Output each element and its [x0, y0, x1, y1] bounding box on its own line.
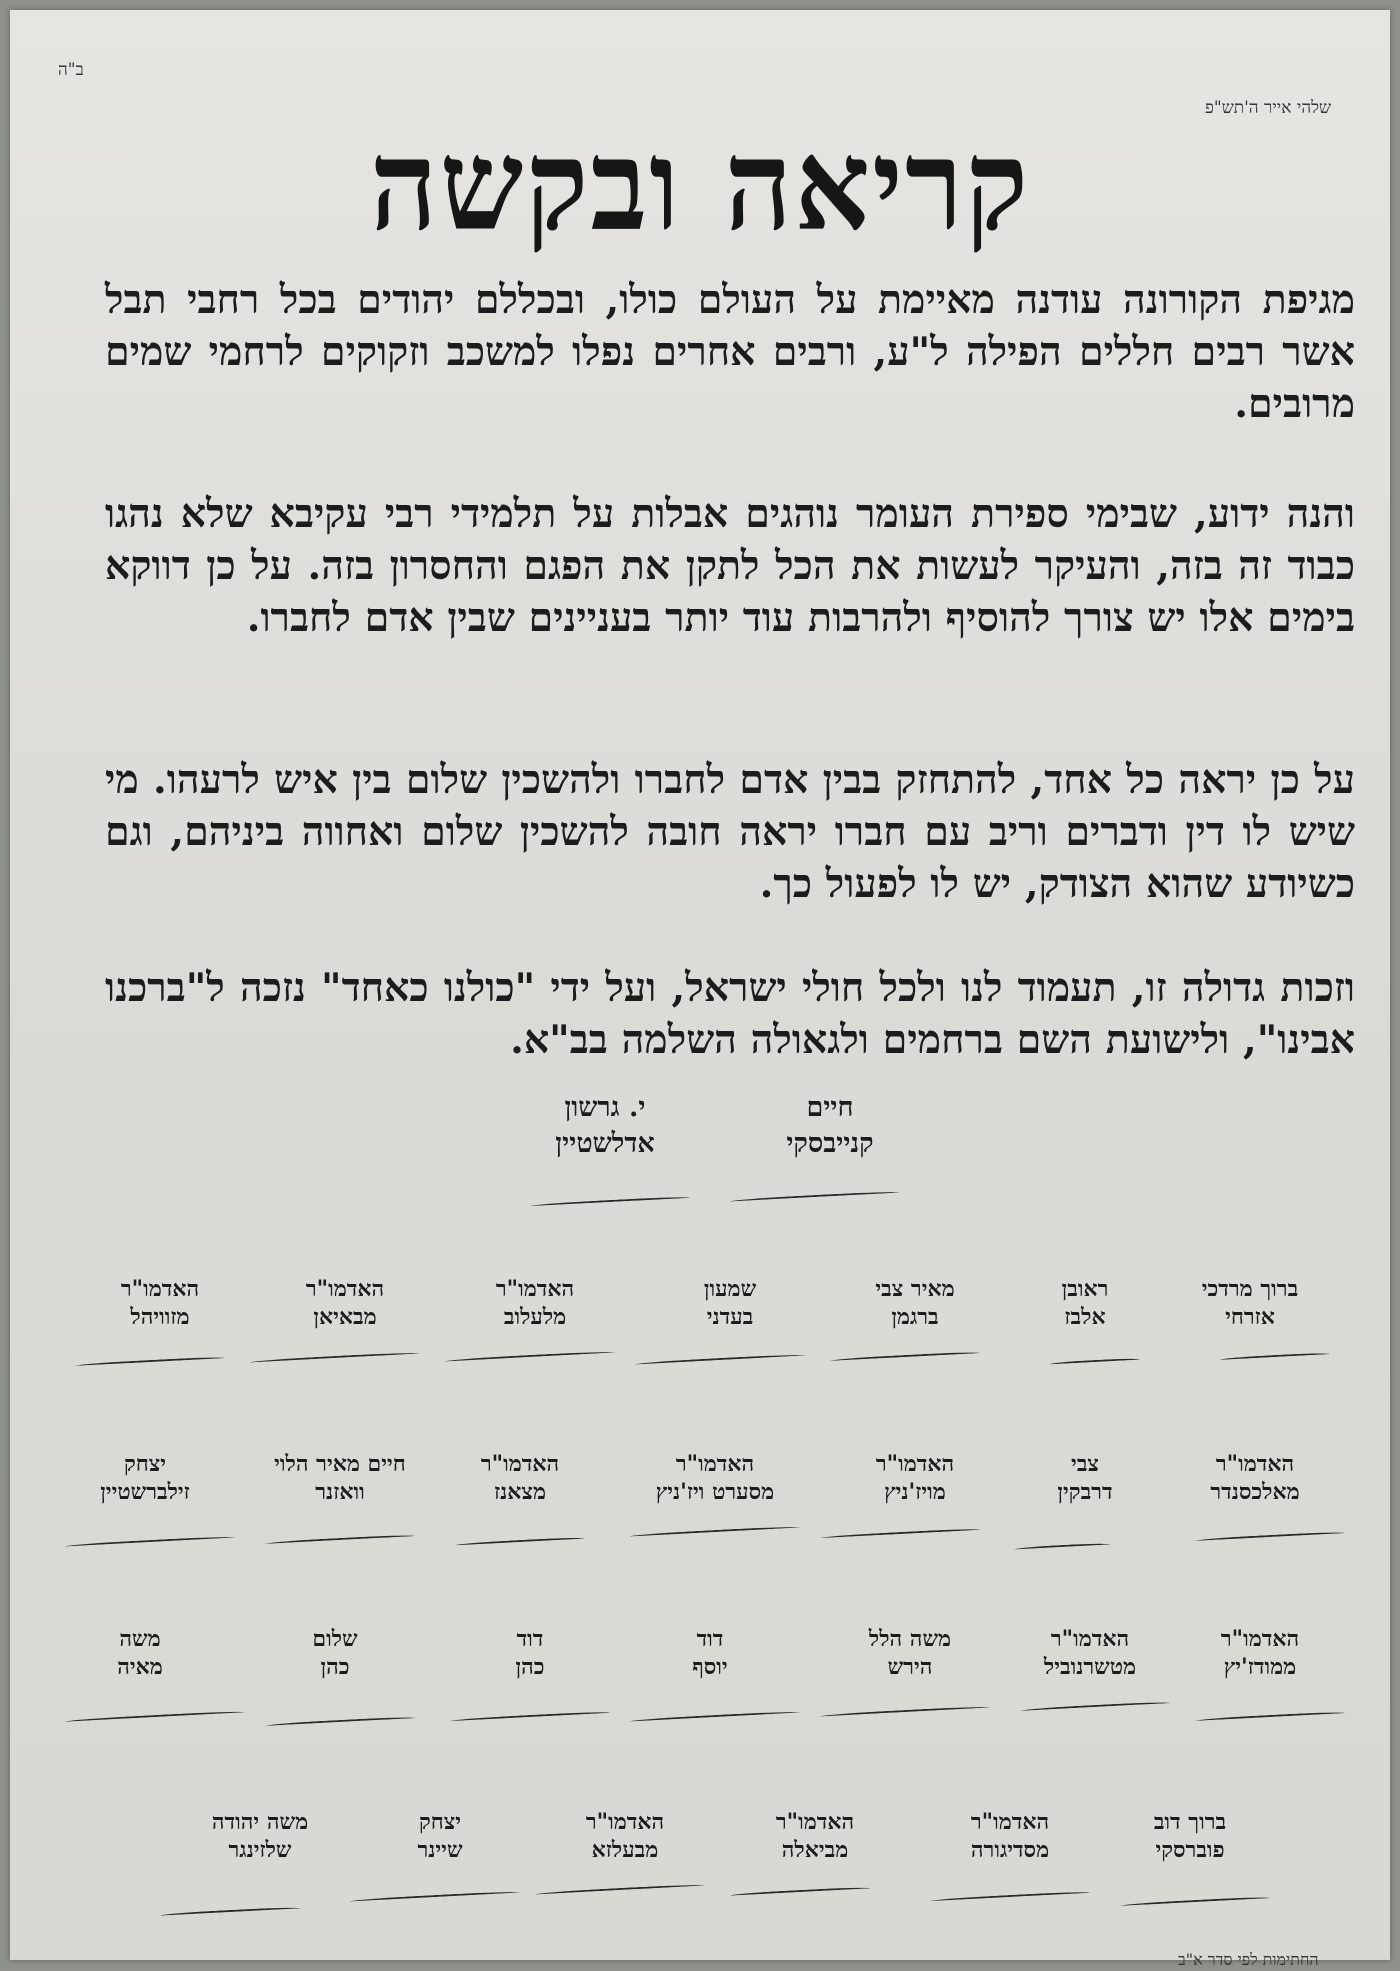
handwritten-signature — [820, 1706, 990, 1719]
signatory-name-line1: האדמו"ר — [480, 1451, 560, 1477]
signatory-name-line1: האדמו"ר — [775, 1809, 855, 1835]
signatory-name-line2: אלבז — [1064, 1304, 1106, 1330]
handwritten-signature — [1020, 1701, 1170, 1713]
signatory-name-line1: מאיר צבי — [875, 1276, 955, 1302]
bh-mark: ב"ה — [58, 60, 84, 80]
signatory — [1015, 1625, 1165, 1681]
handwritten-signature — [535, 1884, 705, 1897]
signatory-name-line2: מסערט ויז'ניץ — [655, 1479, 775, 1505]
signatory — [935, 1808, 1085, 1864]
signatory — [850, 1625, 970, 1681]
lead-signatory — [510, 1090, 700, 1162]
signatory-name-line1: יצחק — [418, 1809, 462, 1835]
signatory-name-line1: האדמו"ר — [1215, 1451, 1295, 1477]
signatory-name-line2: מצאנז — [494, 1479, 546, 1505]
handwritten-signature — [75, 1356, 225, 1368]
handwritten-signature — [450, 1711, 610, 1723]
handwritten-signature — [445, 1351, 615, 1364]
handwritten-signature — [1195, 1711, 1345, 1723]
signatory-name-line1: האדמו"ר — [120, 1276, 200, 1302]
signatory — [255, 1450, 425, 1506]
signatory — [1180, 1450, 1330, 1506]
handwritten-signature — [930, 1891, 1090, 1903]
signatory-name-line2: בעדני — [706, 1304, 754, 1330]
signatory-name-line2: מויז'ניץ — [884, 1479, 946, 1505]
signatory-name-line2: הירש — [887, 1654, 933, 1680]
handwritten-signature — [160, 1906, 300, 1917]
handwritten-signature — [530, 1196, 690, 1208]
paragraph-4: וזכות גדולה זו, תעמוד לנו ולכל חולי ישראל, ועל ידי "כולנו כאחד" נזכה ל"ברכנו אבינו", ולישועת השם ברחמים ולגאולה השלמה בב"א. — [105, 965, 1355, 1063]
handwritten-signature — [830, 1351, 980, 1363]
signatory — [750, 1808, 880, 1864]
signatory — [850, 1275, 980, 1331]
signatory-name-line1: האדמו"ר — [1220, 1626, 1300, 1652]
signatory-name-line2: מזוויהל — [130, 1304, 190, 1330]
newspaper-page — [10, 10, 1390, 1969]
signatory-name-line1: שמעון — [703, 1276, 757, 1302]
signatory-name-line2: אדלשטיין — [555, 1128, 655, 1159]
signatory — [90, 1625, 190, 1681]
signatory — [665, 1275, 795, 1331]
handwritten-signature — [65, 1536, 235, 1549]
signatory-name-line1: יצחק — [123, 1451, 167, 1477]
signatory-name-line2: מטשרנוביל — [1043, 1654, 1137, 1680]
signatory — [460, 1450, 580, 1506]
signatory-name-line2: מסדיגורה — [970, 1837, 1050, 1863]
signatory — [285, 1625, 385, 1681]
signatory-name-line1: שלום — [312, 1626, 358, 1652]
signatory — [390, 1808, 490, 1864]
signatory-name-line1: האדמו"ר — [675, 1451, 755, 1477]
handwritten-signature — [455, 1537, 585, 1548]
signatory-name-line2: יוסף — [692, 1654, 728, 1680]
date-line: שלהי אייר ה'תש"פ — [1205, 98, 1332, 118]
signatory-name-line1: האדמו"ר — [585, 1809, 665, 1835]
signatory — [1025, 1275, 1145, 1331]
signatory — [190, 1808, 330, 1864]
signatory-name-line1: משה הלל — [868, 1626, 952, 1652]
signatory-name-line2: מביאלה — [781, 1837, 849, 1863]
signatory-name-line1: האדמו"ר — [305, 1276, 385, 1302]
signatory-name-line1: צבי — [1071, 1451, 1099, 1477]
signatory-name-line1: האדמו"ר — [875, 1451, 955, 1477]
signatory-name-line1: ברוך דוב — [1153, 1809, 1227, 1835]
signatory-name-line2: שלזינגר — [228, 1837, 292, 1863]
signatory-name-line2: כהן — [320, 1654, 350, 1680]
handwritten-signature — [1195, 1531, 1345, 1543]
handwritten-signature — [635, 1354, 805, 1367]
signatory — [480, 1625, 580, 1681]
signatory — [95, 1275, 225, 1331]
handwritten-signature — [250, 1352, 420, 1365]
signatory-name-line1: חיים — [806, 1092, 854, 1123]
signatory — [470, 1275, 600, 1331]
signatory-name-line2: דרבקין — [1057, 1479, 1113, 1505]
signatory-name-line2: פוברסקי — [1155, 1837, 1225, 1863]
handwritten-signature — [820, 1528, 980, 1540]
signatory — [1130, 1808, 1250, 1864]
signatory-name-line2: מבאיאן — [313, 1304, 377, 1330]
handwritten-signature — [630, 1526, 800, 1539]
lead-signatory — [745, 1090, 915, 1162]
signatory-name-line2: מבעלזא — [591, 1837, 659, 1863]
signatory-name-line1: י. גרשון — [564, 1092, 646, 1123]
page-title: קריאה ובקשה — [369, 110, 1031, 259]
signatory — [1180, 1275, 1320, 1331]
signatory — [625, 1450, 805, 1506]
signatory-name-line2: זילברשטיין — [100, 1479, 190, 1505]
handwritten-signature — [265, 1534, 415, 1546]
paragraph-1: מגיפת הקורונה עודנה מאיימת על העולם כולו, ובכללם יהודים בכל רחבי תבל אשר רבים חללים הפילה ל"ע, ורבים אחרים נפלו למשכב וזקוקים לרחמי שמים מרובים. — [105, 277, 1355, 427]
signatory-name-line2: אזרחי — [1225, 1304, 1275, 1330]
handwritten-signature — [1015, 1543, 1110, 1552]
signatory — [70, 1450, 220, 1506]
signatory-name-line1: משה — [119, 1626, 161, 1652]
handwritten-signature — [1220, 1352, 1330, 1362]
signatory-name-line1: ראובן — [1061, 1276, 1109, 1302]
signatory-name-line1: דוד — [516, 1626, 544, 1652]
paragraph-3: על כן יראה כל אחד, להתחזק בבין אדם לחברו ולהשכין שלום בין איש לרעהו. מי שיש לו דין ודברים וריב עם חברו יראה חובה להשכין שלום ואחווה ביניהם, וגם כשיודע שהוא הצודק, יש לו לפעול כך. — [105, 757, 1355, 907]
signatory — [850, 1450, 980, 1506]
signatory-name-line1: האדמו"ר — [495, 1276, 575, 1302]
handwritten-signature — [730, 1191, 900, 1204]
handwritten-signature — [1120, 1896, 1270, 1908]
signatory — [280, 1275, 410, 1331]
handwritten-signature — [730, 1886, 870, 1897]
signatory — [660, 1625, 760, 1681]
handwritten-signature — [350, 1891, 520, 1904]
handwritten-signature — [65, 1710, 245, 1723]
signatory — [560, 1808, 690, 1864]
signatory-name-line2: מאיה — [117, 1654, 163, 1680]
signatory-name-line1: ברוך מרדכי — [1201, 1276, 1299, 1302]
signatory — [1190, 1625, 1330, 1681]
handwritten-signature — [1050, 1358, 1140, 1367]
signatory-name-line1: האדמו"ר — [1050, 1626, 1130, 1652]
signatory-name-line2: ממודז'יץ — [1223, 1654, 1297, 1680]
signatory-name-line2: מאלכסנדר — [1210, 1479, 1300, 1505]
signatory-name-line2: וואזנר — [315, 1479, 365, 1505]
signatures-order-note: החתימות לפי סדר א"ב — [1178, 1950, 1319, 1969]
signatory-name-line1: דוד — [696, 1626, 724, 1652]
signatory-name-line1: משה יהודה — [211, 1809, 309, 1835]
signatory-name-line2: מלעלוב — [503, 1304, 567, 1330]
signatory-name-line2: שיינר — [417, 1837, 463, 1863]
handwritten-signature — [630, 1711, 800, 1724]
signatory-name-line1: חיים מאיר הלוי — [274, 1451, 406, 1477]
signatory-name-line2: ברגמן — [891, 1304, 939, 1330]
handwritten-signature — [265, 1716, 415, 1728]
signatory-name-line2: כהן — [515, 1654, 545, 1680]
paragraph-2: והנה ידוע, שבימי ספירת העומר נוהגים אבלות על תלמידי רבי עקיבא שלא נהגו כבוד זה בזה, והעיקר לעשות את הכל לתקן את הפגם והחסרון בזה. על כן דווקא בימים אלו יש צורך להוסיף ולהרבות עוד יותר בעניינים שבין אדם לחברו. — [105, 491, 1355, 641]
signatory-name-line2: קנייבסקי — [786, 1128, 874, 1159]
signatory-name-line1: האדמו"ר — [970, 1809, 1050, 1835]
signatory — [1030, 1450, 1140, 1506]
